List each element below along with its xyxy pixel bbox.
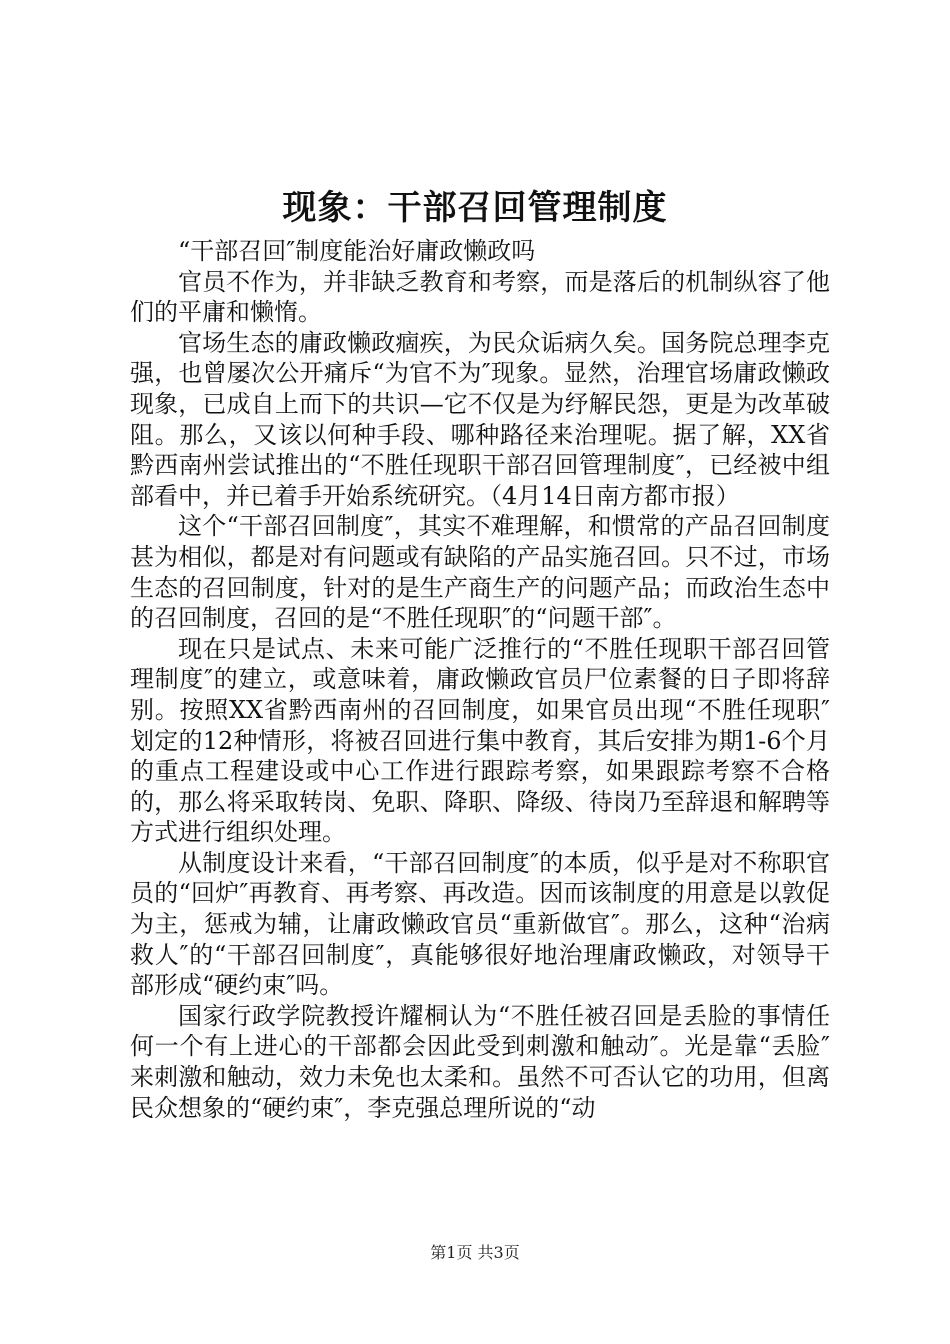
paragraph: 这个“干部召回制度″，其实不难理解，和惯常的产品召回制度甚为相似，都是对有问题或有缺陷的产品实施召回。只不过，市场生态的召回制度，针对的是生产商生产的问题产品；而政治生态中的召回制度，召回的是“不胜任现职″的“问题干部″。: [130, 512, 830, 633]
paragraph: 官场生态的庸政懒政痼疾，为民众诟病久矣。国务院总理李克强，也曾屡次公开痛斥“为官不为″现象。显然，治理官场庸政懒政现象，已成自上而下的共识—它不仅是为纾解民怨，更是为改革破阻。那么，又该以何种手段、哪种路径来治理呢。据了解，XX省黔西南州尝试推出的“不胜任现职干部召回管理制度″，已经被中组部看中，并已着手开始系统研究。（4月14日南方都市报）: [130, 328, 830, 510]
document-body: [130, 236, 830, 1123]
paragraph: 官员不作为，并非缺乏教育和考察，而是落后的机制纵容了他们的平庸和懒惰。: [130, 267, 830, 327]
paragraph: 现在只是试点、未来可能广泛推行的“不胜任现职干部召回管理制度″的建立，或意味着，庸政懒政官员尸位素餐的日子即将辞别。按照XX省黔西南州的召回制度，如果官员出现“不胜任现职″划定的12种情形，将被召回进行集中教育，其后安排为期1-6个月的重点工程建设或中心工作进行跟踪考察，如果跟踪考察不合格的，那么将采取转岗、免职、降职、降级、待岗乃至辞退和解聘等方式进行组织处理。: [130, 634, 830, 847]
page-title: 现象：干部召回管理制度: [282, 188, 668, 228]
paragraph-subtitle: “干部召回″制度能治好庸政懒政吗: [178, 237, 536, 265]
paragraph: 从制度设计来看，“干部召回制度″的本质，似乎是对不称职官员的“回炉″再教育、再考察、再改造。因而该制度的用意是以敦促为主，惩戒为辅，让庸政懒政官员“重新做官″。那么，这种“治病救人″的“干部召回制度″，真能够很好地治理庸政懒政，对领导干部形成“硬约束″吗。: [130, 848, 830, 1000]
paragraph: 国家行政学院教授许耀桐认为“不胜任被召回是丢脸的事情任何一个有上进心的干部都会因此受到刺激和触动″。光是靠“丢脸″来刺激和触动，效力未免也太柔和。虽然不可否认它的功用，但离民众想象的“硬约束″，李克强总理所说的“动: [130, 1001, 830, 1122]
page-number-footer: 第1页 共3页: [430, 1243, 520, 1262]
